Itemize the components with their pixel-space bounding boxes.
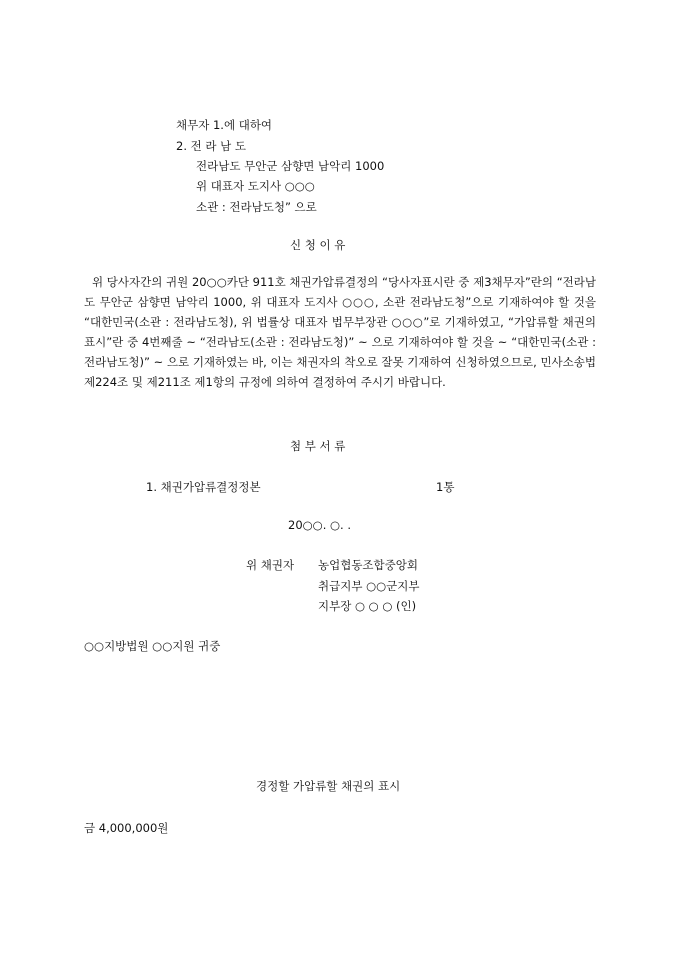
applicant-manager: 지부장 ○ ○ ○ (인)	[318, 599, 417, 613]
claim-amount: 금 4,000,000원	[84, 821, 169, 835]
party-address: 전라남도 무안군 삼향면 남악리 1000	[196, 159, 385, 173]
attachment-item: 1. 채권가압류결정정본	[146, 480, 261, 494]
applicant-label: 위 채권자	[246, 558, 295, 572]
party-name: 2. 전 라 남 도	[176, 139, 247, 153]
reason-title: 신 청 이 유	[290, 238, 346, 252]
debtor-line: 채무자 1.에 대하여	[176, 118, 273, 132]
applicant-org: 농업협동조합중앙회	[318, 558, 418, 572]
reason-body: 위 당사자간의 귀원 20○○카단 911호 채권가압류결정의 “당사자표시란 중 제3채무자”란의 “전라남도 무안군 삼향면 남악리 1000, 위 대표자 도지사 ○○○, 소관 전라남도청”으로 기재하여야 할 것을 “대한민국(소관 : 전라남도청), 위 법률상 대표자 법무부장관 ○○○”로 기재하였고, “가압류할 채권의 표시”란 중 4번째줄 ~ “전라남도(소관 : 전라남도청)” ~ 으로 기재하여야 할 것을 ~ “대한민국(소관 : 전라남도청)” ~ 으로 기재하였는 바, 이는 채권자의 착오로 잘못 기재하여 신청하였으므로, 민사소송법 제224조 및 제211조 제1항의 규정에 의하여 결정하여 주시기 바랍니다.	[84, 275, 596, 389]
applicant-branch: 취급지부 ○○군지부	[318, 579, 420, 593]
court-addressee: ○○지방법원 ○○지원 귀중	[84, 639, 221, 653]
claim-title: 경정할 가압류할 채권의 표시	[256, 779, 401, 793]
party-representative: 위 대표자 도지사 ○○○	[196, 179, 315, 193]
party-jurisdiction: 소관 : 전라남도청” 으로	[196, 200, 317, 214]
attachments-title: 첨 부 서 류	[290, 439, 346, 453]
attachment-count: 1통	[436, 480, 455, 494]
document-date: 20○○. ○. .	[288, 518, 352, 532]
